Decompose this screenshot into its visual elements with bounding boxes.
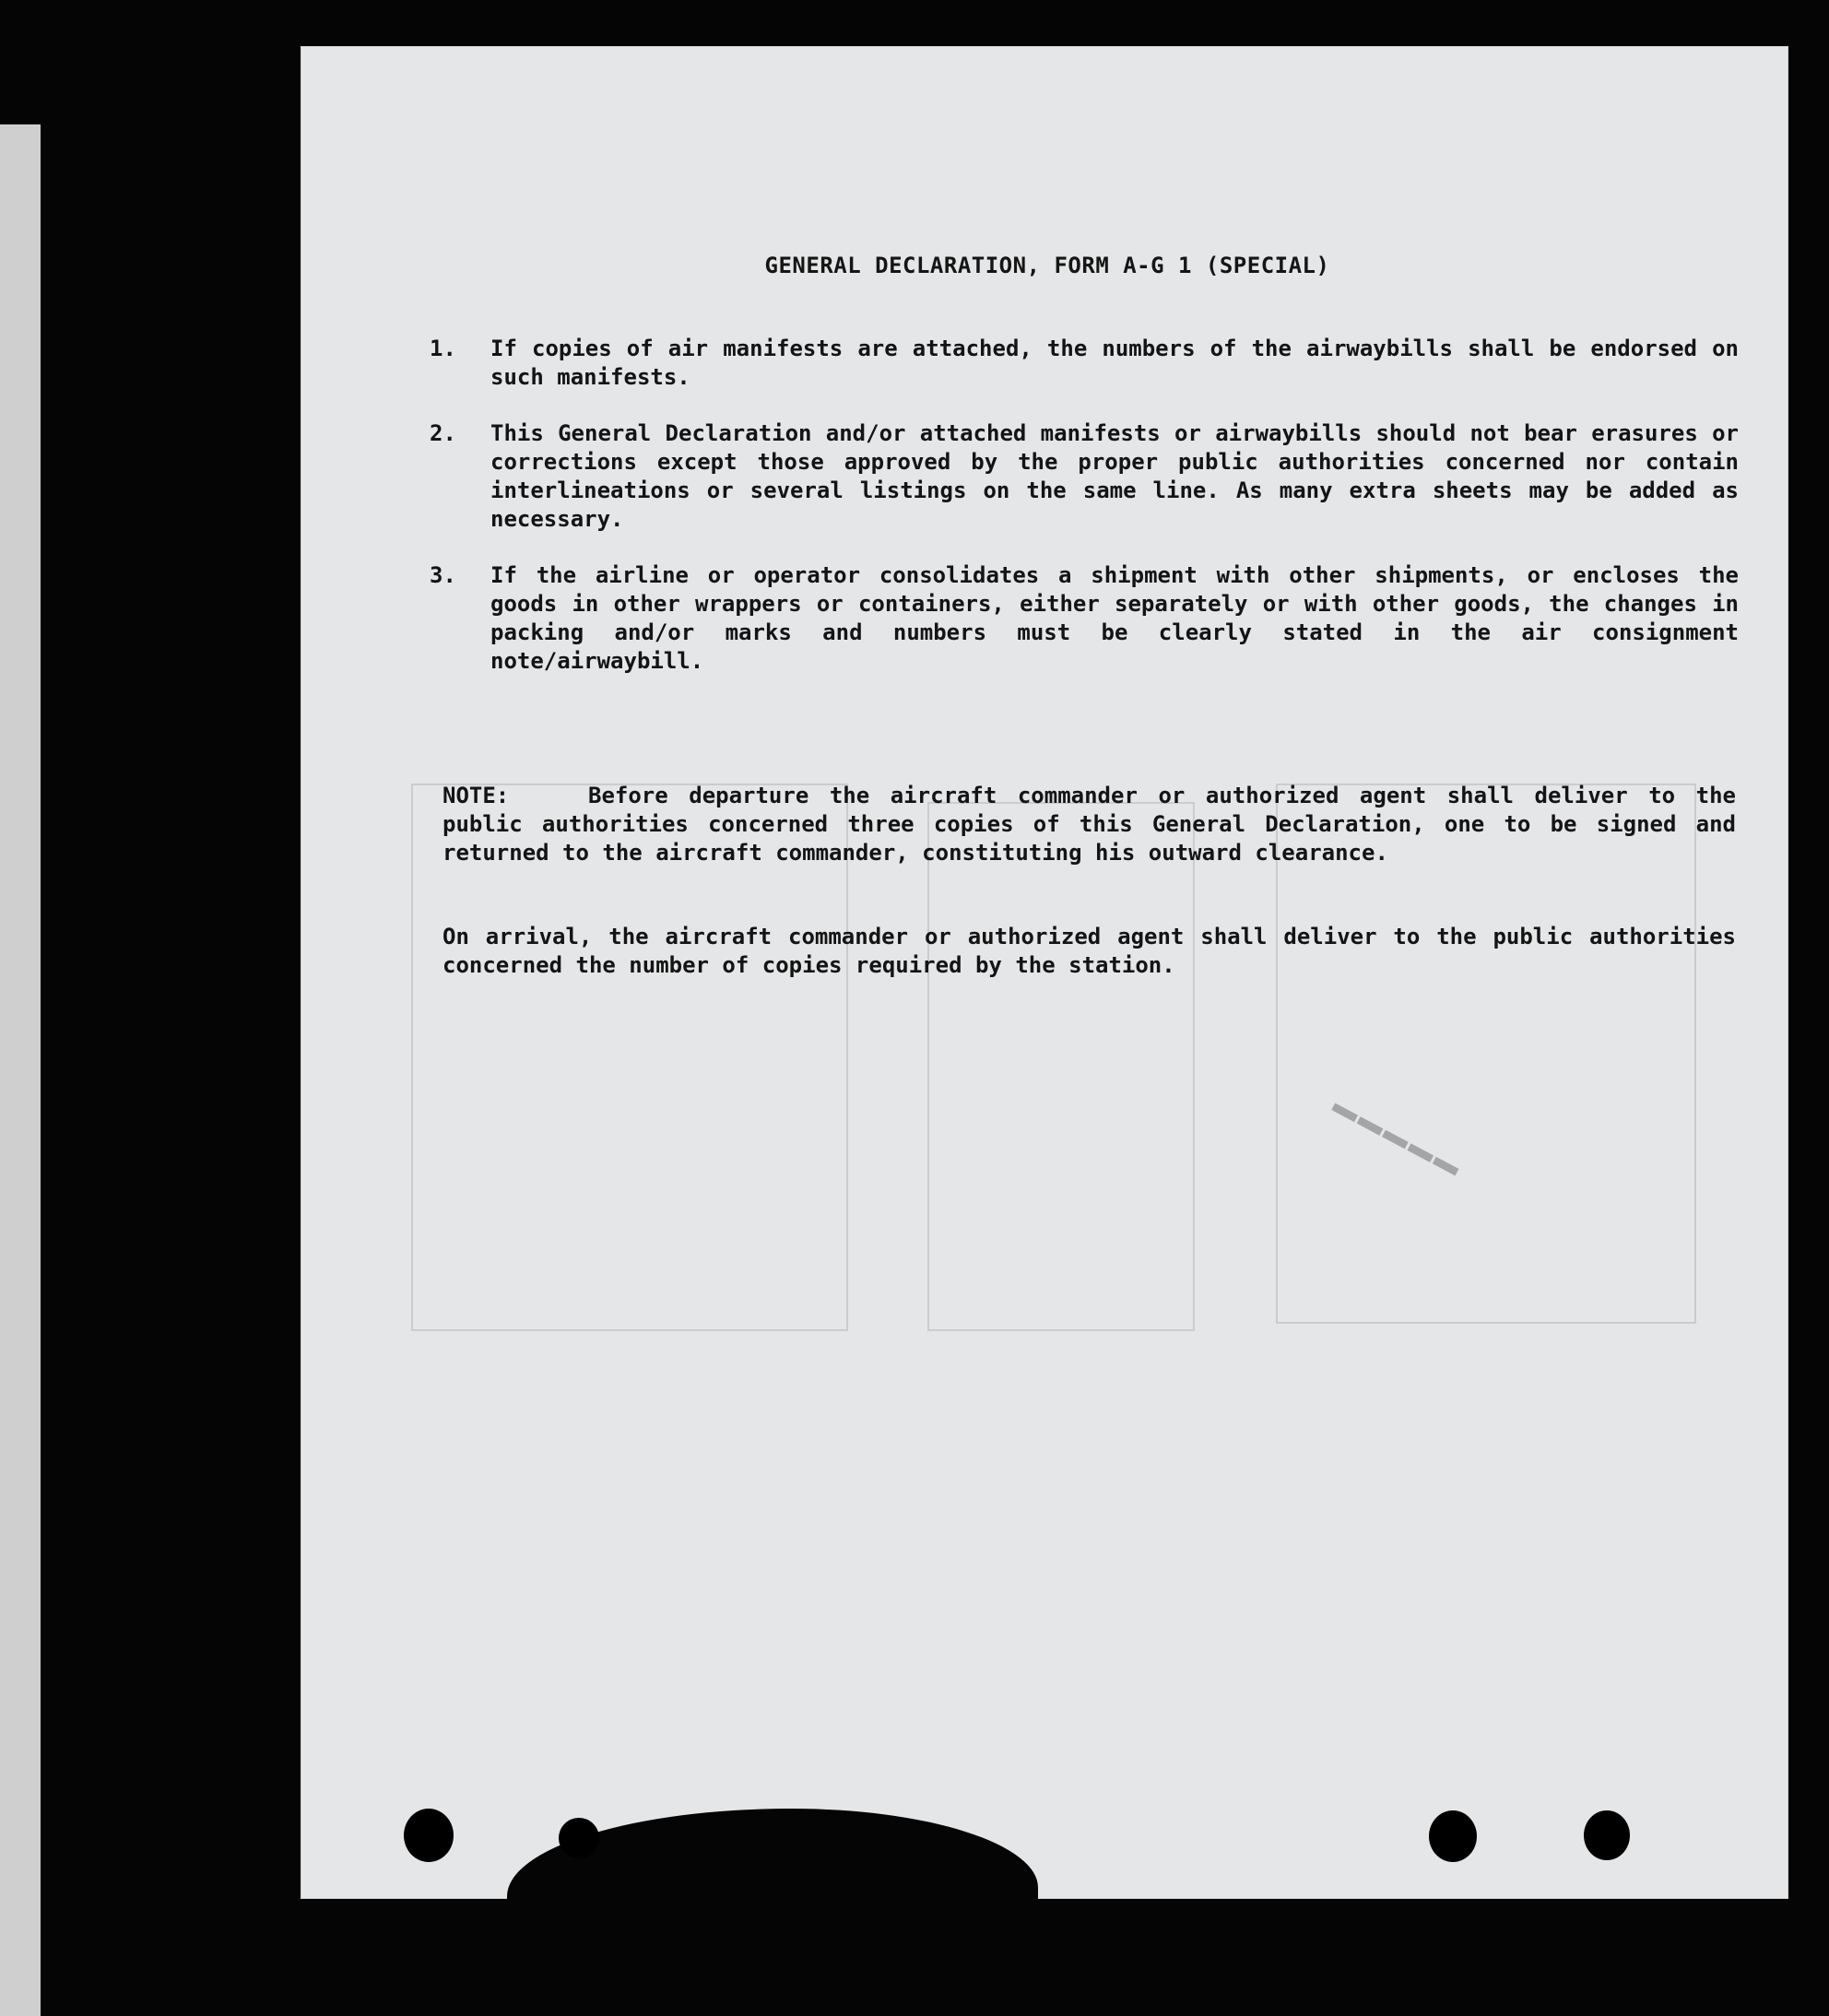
bleed-through-box-middle bbox=[927, 802, 1195, 1331]
item-text: If copies of air manifests are attached, the numbers of the airwaybills shall be endorsed on such manifests. bbox=[490, 336, 1739, 390]
item-number: 2. bbox=[430, 420, 456, 446]
punch-hole-right-2 bbox=[1584, 1810, 1630, 1860]
arrival-note: On arrival, the aircraft commander or authorized agent shall deliver to the public authorities concerned the number of copies required by the station. bbox=[442, 924, 1736, 978]
list-item bbox=[430, 561, 1739, 676]
item-text: If the airline or operator consolidates a shipment with other shipments, or encloses the goods in other wrappers or containers, either separately or with other goods, the changes in packing and/or marks and numbers must be clearly stated in the air consignment note/airwaybill. bbox=[490, 562, 1739, 674]
note-text: Before departure the aircraft commander or authorized agent shall deliver to the public authorities concerned three copies of this General Declaration, one to be signed and returned to the aircraft commander, constituting his outward clearance. bbox=[442, 783, 1736, 866]
item-number: 1. bbox=[430, 336, 456, 361]
list-item bbox=[430, 419, 1739, 534]
departure-note bbox=[442, 782, 1736, 867]
punch-hole-left bbox=[404, 1809, 454, 1862]
punch-hole-right-1 bbox=[1429, 1810, 1477, 1862]
bleed-through-stamp: ▬▬▬▬▬ bbox=[1324, 1098, 1464, 1191]
document-page bbox=[301, 46, 1788, 1899]
item-number: 3. bbox=[430, 562, 456, 588]
list-item bbox=[430, 335, 1739, 392]
left-scan-strip bbox=[0, 124, 41, 2016]
instruction-list bbox=[430, 335, 1739, 703]
note-label: NOTE: bbox=[442, 783, 510, 808]
page-title: GENERAL DECLARATION, FORM A-G 1 (SPECIAL) bbox=[764, 253, 1330, 278]
item-text: This General Declaration and/or attached manifests or airwaybills should not bear erasures or corrections except those approved by the proper public authorities concerned nor contain interlineations or several listings on the same line. As many extra sheets may be added as necessary. bbox=[490, 420, 1739, 532]
punch-hole-middle bbox=[559, 1818, 599, 1858]
